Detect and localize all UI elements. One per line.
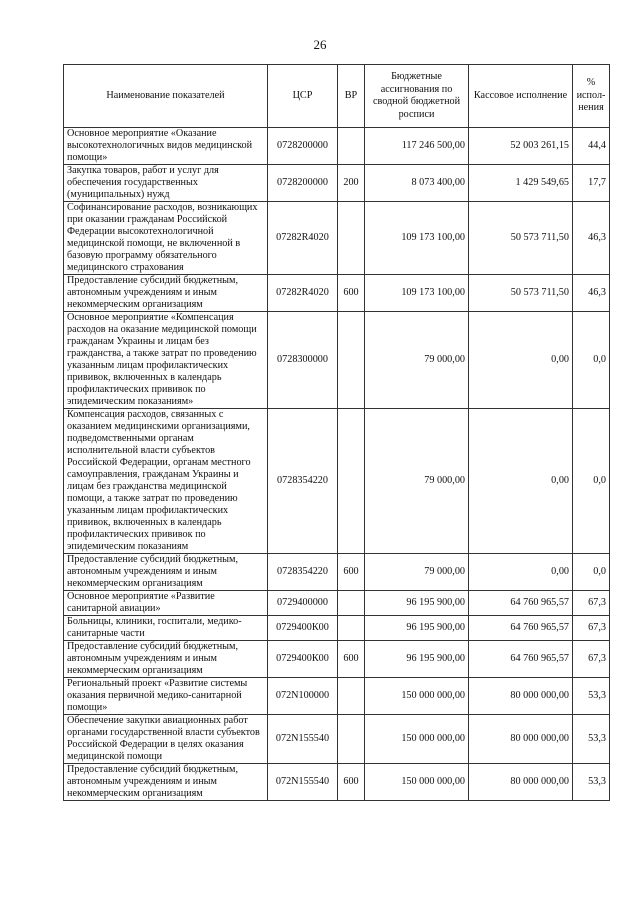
cell-percent: 46,3: [573, 275, 610, 312]
table-row: [64, 591, 610, 616]
table-row: [64, 409, 610, 554]
cell-execution: 50 573 711,50: [469, 202, 573, 275]
cell-execution: 0,00: [469, 409, 573, 554]
cell-execution: 0,00: [469, 554, 573, 591]
table-row: [64, 312, 610, 409]
cell-percent: 17,7: [573, 165, 610, 202]
cell-name: Предоставление субсидий бюджетным, автономным учреждениям и иным некоммерческим организациям: [64, 554, 268, 591]
cell-name: Основное мероприятие «Компенсация расходов на оказание медицинской помощи гражданам Украины и лицам без гражданства, а также затрат по проведению указанным лицам профилактических прививок, включенных в календарь профилактических прививок по эпидемическим показаниям»: [64, 312, 268, 409]
cell-allocation: 79 000,00: [365, 554, 469, 591]
cell-allocation: 150 000 000,00: [365, 764, 469, 801]
header-allocations: Бюджетные ассигнования по сводной бюджетной росписи: [365, 65, 469, 128]
table-row: [64, 554, 610, 591]
cell-vr: 600: [338, 554, 365, 591]
cell-allocation: 109 173 100,00: [365, 202, 469, 275]
cell-code: 0728354220: [268, 554, 338, 591]
cell-execution: 1 429 549,65: [469, 165, 573, 202]
cell-allocation: 79 000,00: [365, 312, 469, 409]
cell-name: Предоставление субсидий бюджетным, автономным учреждениям и иным некоммерческим организациям: [64, 764, 268, 801]
cell-vr: [338, 678, 365, 715]
table-row: [64, 715, 610, 764]
cell-allocation: 79 000,00: [365, 409, 469, 554]
header-percent: % испол-нения: [573, 65, 610, 128]
cell-name: Обеспечение закупки авиационных работ органами государственной власти субъектов Российской Федерации в целях оказания медицинской помощи: [64, 715, 268, 764]
header-execution: Кассовое исполнение: [469, 65, 573, 128]
cell-vr: [338, 409, 365, 554]
cell-execution: 64 760 965,57: [469, 641, 573, 678]
cell-execution: 0,00: [469, 312, 573, 409]
cell-allocation: 117 246 500,00: [365, 128, 469, 165]
cell-execution: 80 000 000,00: [469, 678, 573, 715]
cell-name: Больницы, клиники, госпитали, медико-санитарные части: [64, 616, 268, 641]
cell-code: 072N155540: [268, 764, 338, 801]
cell-vr: [338, 128, 365, 165]
table-row: [64, 202, 610, 275]
cell-allocation: 109 173 100,00: [365, 275, 469, 312]
cell-allocation: 96 195 900,00: [365, 641, 469, 678]
cell-percent: 67,3: [573, 591, 610, 616]
table-row: [64, 275, 610, 312]
cell-allocation: 8 073 400,00: [365, 165, 469, 202]
cell-percent: 44,4: [573, 128, 610, 165]
cell-code: 072N100000: [268, 678, 338, 715]
cell-vr: [338, 616, 365, 641]
cell-percent: 0,0: [573, 554, 610, 591]
cell-code: 0729400К00: [268, 616, 338, 641]
header-name: Наименование показателей: [64, 65, 268, 128]
cell-code: 07282R4020: [268, 275, 338, 312]
cell-code: 0728354220: [268, 409, 338, 554]
cell-vr: 600: [338, 764, 365, 801]
cell-percent: 53,3: [573, 764, 610, 801]
table-row: [64, 678, 610, 715]
cell-name: Компенсация расходов, связанных с оказанием медицинскими организациями, подведомственными органам исполнительной власти субъектов Российской Федерации, органам местного самоуправления, гражданам Украины и лицам без гражданства медицинской помощи, а также затрат по проведению указанным лицам профилактических прививок, включенных в календарь профилактических прививок по эпидемическим показаниям: [64, 409, 268, 554]
budget-execution-table: [63, 64, 610, 801]
cell-vr: [338, 591, 365, 616]
cell-code: 0728300000: [268, 312, 338, 409]
cell-code: 07282R4020: [268, 202, 338, 275]
table-header-row: [64, 65, 610, 128]
cell-percent: 67,3: [573, 616, 610, 641]
page-number: 26: [313, 37, 327, 52]
cell-vr: 600: [338, 275, 365, 312]
cell-name: Региональный проект «Развитие системы оказания первичной медико-санитарной помощи»: [64, 678, 268, 715]
cell-execution: 50 573 711,50: [469, 275, 573, 312]
cell-execution: 64 760 965,57: [469, 591, 573, 616]
cell-code: 0729400К00: [268, 641, 338, 678]
cell-code: 0728200000: [268, 165, 338, 202]
cell-name: Софинансирование расходов, возникающих при оказании гражданам Российской Федерации высокотехнологичной медицинской помощи, не включенной в базовую программу обязательного медицинского страхования: [64, 202, 268, 275]
cell-percent: 46,3: [573, 202, 610, 275]
cell-execution: 52 003 261,15: [469, 128, 573, 165]
cell-name: Предоставление субсидий бюджетным, автономным учреждениям и иным некоммерческим организациям: [64, 275, 268, 312]
cell-name: Предоставление субсидий бюджетным, автономным учреждениям и иным некоммерческим организациям: [64, 641, 268, 678]
cell-percent: 67,3: [573, 641, 610, 678]
cell-code: 0728200000: [268, 128, 338, 165]
cell-allocation: 96 195 900,00: [365, 616, 469, 641]
cell-name: Основное мероприятие «Оказание высокотехнологичных видов медицинской помощи»: [64, 128, 268, 165]
cell-allocation: 96 195 900,00: [365, 591, 469, 616]
table-row: [64, 165, 610, 202]
cell-percent: 53,3: [573, 715, 610, 764]
table-row: [64, 641, 610, 678]
cell-execution: 64 760 965,57: [469, 616, 573, 641]
cell-vr: [338, 312, 365, 409]
cell-code: 072N155540: [268, 715, 338, 764]
cell-percent: 0,0: [573, 312, 610, 409]
cell-vr: [338, 202, 365, 275]
cell-percent: 0,0: [573, 409, 610, 554]
cell-execution: 80 000 000,00: [469, 715, 573, 764]
cell-name: Основное мероприятие «Развитие санитарной авиации»: [64, 591, 268, 616]
cell-allocation: 150 000 000,00: [365, 678, 469, 715]
cell-vr: 200: [338, 165, 365, 202]
table-body: [64, 128, 610, 801]
cell-allocation: 150 000 000,00: [365, 715, 469, 764]
cell-percent: 53,3: [573, 678, 610, 715]
cell-code: 0729400000: [268, 591, 338, 616]
cell-vr: 600: [338, 641, 365, 678]
header-code: ЦСР: [268, 65, 338, 128]
cell-name: Закупка товаров, работ и услуг для обеспечения государственных (муниципальных) нужд: [64, 165, 268, 202]
table-row: [64, 128, 610, 165]
cell-vr: [338, 715, 365, 764]
cell-execution: 80 000 000,00: [469, 764, 573, 801]
table-row: [64, 764, 610, 801]
table-row: [64, 616, 610, 641]
header-vr: ВР: [338, 65, 365, 128]
